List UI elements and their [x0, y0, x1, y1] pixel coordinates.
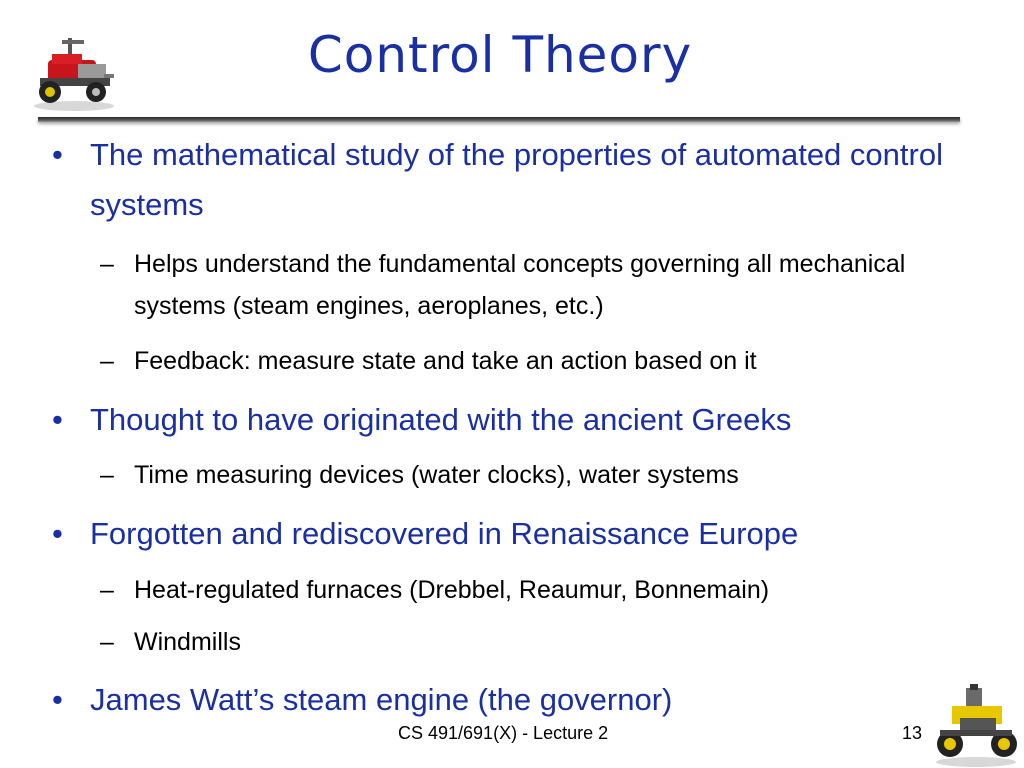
- bullet-text: The mathematical study of the properties of automated control systems: [90, 137, 943, 222]
- sub-bullet-marker: –: [100, 250, 114, 278]
- sub-bullet-marker: –: [100, 347, 114, 375]
- bullet-marker: •: [52, 137, 63, 172]
- sub-bullet-marker: –: [100, 576, 114, 604]
- sub-bullet-marker: –: [100, 628, 114, 656]
- bullet-text: Thought to have originated with the ancient Greeks: [90, 402, 792, 437]
- bullet-marker: •: [52, 402, 63, 437]
- bullet-marker: •: [52, 516, 63, 551]
- lego-robot-yellow-icon: [926, 682, 1024, 768]
- sub-bullet-text: Windmills: [134, 628, 241, 656]
- sub-bullet-text: Feedback: measure state and take an action based on it: [134, 347, 757, 375]
- page-number: 13: [902, 723, 923, 743]
- slide-title: Control Theory: [307, 26, 693, 84]
- sub-bullet-text: Helps understand the fundamental concepts governing all mechanical systems (steam engines, aeroplanes, etc.): [134, 250, 906, 320]
- bullet-text: James Watt’s steam engine (the governor): [90, 682, 673, 717]
- sub-bullet-text: Heat-regulated furnaces (Drebbel, Reaumur, Bonnemain): [134, 576, 770, 604]
- footer-course: CS 491/691(X) - Lecture 2: [398, 723, 609, 743]
- sub-bullet-marker: –: [100, 461, 114, 489]
- bullet-text: Forgotten and rediscovered in Renaissance Europe: [90, 516, 799, 551]
- bullet-marker: •: [52, 682, 63, 717]
- sub-bullet-text: Time measuring devices (water clocks), water systems: [134, 461, 739, 489]
